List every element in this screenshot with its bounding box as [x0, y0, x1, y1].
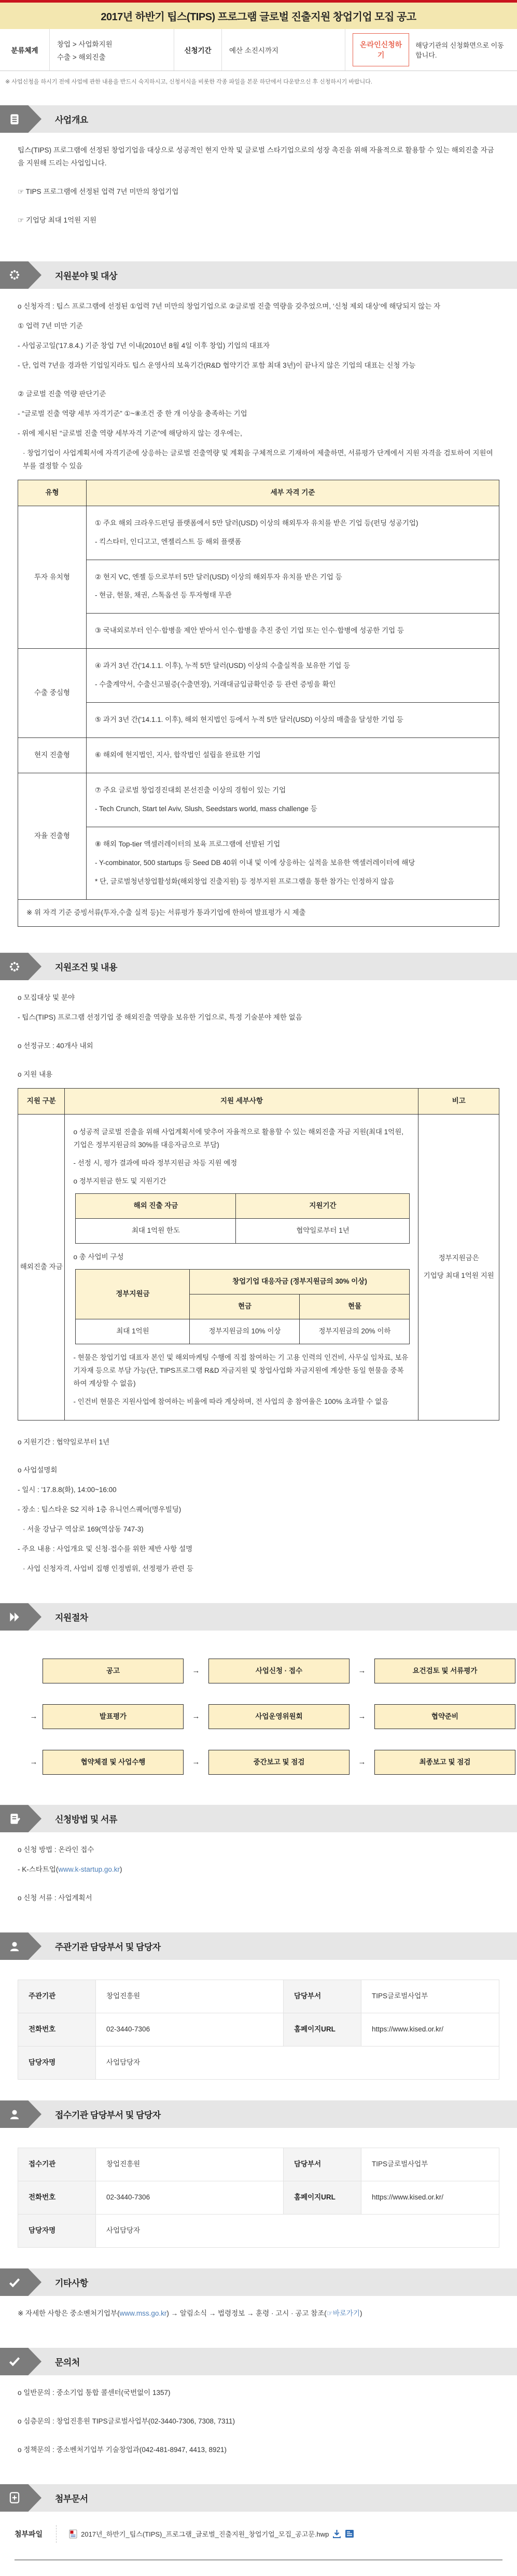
attachment-row [0, 2512, 517, 2548]
etc-note [18, 2307, 499, 2320]
field-value: TIPS글로벌사업부 [361, 2148, 499, 2181]
attachment-file-link[interactable]: 2017년_하반기_팁스(TIPS)_프로그램_글로벌_진출지원_창업기업_모집_공고문.hwp [81, 2530, 329, 2539]
field-label: 담당자명 [18, 2215, 96, 2248]
double-chevron-icon [8, 1610, 21, 1624]
preview-icon [345, 2529, 354, 2538]
person-icon [8, 2108, 21, 2121]
flow-step: 사업운영위원회 [208, 1704, 350, 1729]
table-cell: 협약일로부터 1년 [236, 1218, 410, 1243]
target-line: o 신청자격 : 팁스 프로그램에 선정된 ①업력 7년 미만의 창업기업으로 ②글로벌 진출 역량을 갖추었으며, ‘신청 제외 대상’에 해당되지 않는 자 [18, 302, 441, 310]
conditions-line: - 주요 내용 : 사업개요 및 신청·접수를 위한 제반 사항 설명 [18, 1545, 193, 1553]
qual-criteria: ⑧ 해외 Top-tier 액셀러레이터의 보육 프로그램에 선발된 기업 - Y-combinator, 500 startups 등 Seed DB 40위 이내 및 이에 상응하는 실적을 보유한 액셀러레이터에 해당 * 단, 글로벌청년창업활성화(해외창업 진출지원) 등 정부지원 프로그램을 통한 참가는 인정하지 않음 [87, 827, 499, 900]
apply-method: o 신청 방법 : 온라인 접수 [18, 1846, 94, 1854]
table-row [18, 2013, 499, 2046]
qual-footnote: ※ 위 자격 기준 증빙서류(투자,수출 실적 등)는 서류평가 통과기업에 한하여 발표평가 시 제출 [18, 900, 499, 927]
section-title: 지원분야 및 대상 [55, 271, 117, 281]
field-label: 홈페이지URL [284, 2181, 361, 2215]
overview-bullet: ☞ TIPS 프로그램에 선정된 업력 7년 미만의 창업기업 [18, 187, 179, 196]
flow-step: 공고 [43, 1659, 184, 1683]
field-value: 02-3440-7306 [96, 2013, 284, 2046]
category-label: 분류체계 [11, 47, 38, 54]
section-chevron [0, 953, 41, 980]
column-header: 지원 세부사항 [65, 1088, 418, 1114]
apply-note: 해당기관의 신청화면으로 이동합니다. [415, 41, 504, 59]
table-row [18, 2215, 499, 2248]
section-procedure-header [0, 1603, 517, 1631]
section-title: 신청방법 및 서류 [55, 1815, 117, 1825]
column-header: 유형 [18, 480, 87, 506]
field-label: 담당부서 [284, 1980, 361, 2013]
flow-step: 요건검토 및 서류평가 [374, 1659, 515, 1683]
flow-step: 협약준비 [374, 1704, 515, 1729]
conditions-line: o 선정규모 : 40개사 내외 [18, 1042, 93, 1050]
qual-criteria: ③ 국내외로부터 인수·합병을 제안 받아서 인수·합병을 추진 중인 기업 또는 인수·합병에 성공한 기업 등 [87, 614, 499, 649]
table-row [18, 1114, 499, 1420]
field-label: 전화번호 [18, 2013, 96, 2046]
field-value: 사업담당자 [96, 2215, 499, 2248]
field-value: 창업진흥원 [96, 1980, 284, 2013]
section-overview-header [0, 105, 517, 133]
contact-line: o 일반문의 : 중소기업 통합 콜센터(국번없이 1357) [18, 2388, 171, 2397]
field-value: 사업담당자 [96, 2046, 499, 2080]
section-chevron [0, 1932, 41, 1960]
conditions-line: o 지원기간 : 협약일로부터 1년 [18, 1438, 110, 1446]
contact-body [0, 2375, 517, 2467]
target-line: ① 업력 7년 미만 기준 [18, 322, 83, 330]
field-label: 담당자명 [18, 2046, 96, 2080]
fund-limit-table [75, 1193, 410, 1244]
field-label: 주관기관 [18, 1980, 96, 2013]
flow-step: 협약체결 및 사업수행 [43, 1750, 184, 1775]
qual-type: 수출 중심형 [18, 649, 87, 738]
section-chevron [0, 261, 41, 289]
overview-intro: 팁스(TIPS) 프로그램에 선정된 창업기업을 대상으로 성공적인 현지 안착 및 글로벌 스타기업으로의 성장 촉진을 위해 자율적으로 활용할 수 있는 해외진출 자금을 지원해 드리는 사업입니다. [18, 146, 494, 167]
table-row [18, 560, 499, 614]
person-icon [8, 1940, 21, 1953]
bottom-divider [15, 2559, 502, 2560]
flow-arrow: → [358, 1666, 366, 1676]
conditions-line: o 지원 내용 [18, 1070, 53, 1078]
table-cell: 최대 1억원 [76, 1319, 190, 1344]
section-contact-header [0, 2348, 517, 2375]
period-value: 예산 소진시까지 [221, 29, 345, 71]
category-values [49, 29, 174, 71]
table-row [18, 2148, 499, 2181]
support-category: 해외진출 자금 [18, 1114, 65, 1420]
qual-criteria: ⑤ 과거 3년 간('14.1.1. 이후), 해외 현지법인 등에서 누적 5만 달러(USD) 이상의 매출을 달성한 기업 등 [87, 703, 499, 738]
section-title: 접수기관 담당부서 및 담당자 [55, 2110, 161, 2121]
table-cell: 정부지원금의 20% 이하 [300, 1319, 410, 1344]
target-line: - “글로벌 진출 역량 세부 자격기준” ①~⑧조건 중 한 개 이상을 충족하는 기업 [18, 409, 247, 417]
section-title: 주관기관 담당부서 및 담당자 [55, 1942, 161, 1953]
table-row [18, 614, 499, 649]
field-label: 홈페이지URL [284, 2013, 361, 2046]
etc-body [0, 2296, 517, 2330]
conditions-line: · 사업 신청자격, 사업비 집행 인정범위, 선정평가 관련 등 [23, 1565, 193, 1573]
check-icon [8, 2355, 21, 2368]
section-chevron [0, 2484, 41, 2512]
budget-composition-table [75, 1269, 410, 1344]
table-row [18, 900, 499, 927]
flow-step: 발표평가 [43, 1704, 184, 1729]
qual-criteria: ① 주요 해외 크라우드펀딩 플랫폼에서 5만 달러(USD) 이상의 해외투자 유치를 받은 기업 등(펀딩 성공기업) - 킥스타터, 인디고고, 엔젤리스트 등 해외 플랫폼 [87, 506, 499, 560]
conditions-line: - 장소 : 팁스타운 S2 지하 1층 유니언스퀘어(명우빌딩) [18, 1506, 181, 1514]
section-apply-header [0, 1805, 517, 1832]
section-title: 사업개요 [55, 115, 88, 125]
etc-suffix: ) [360, 2309, 362, 2317]
flow-arrow: → [192, 1758, 200, 1767]
shortcut-link[interactable]: ☞바로가기 [326, 2309, 360, 2317]
target-line: · 창업기업이 사업계획서에 자격기준에 상응하는 글로벌 진출역량 및 계획을 구체적으로 기재하여 제출하면, 서류평가 단계에서 지원 자격을 검토하여 지원여부를 결정할 수 있음 [23, 449, 493, 470]
category-line-2: 수출 > 해외진출 [57, 53, 106, 61]
section-chevron [0, 2100, 41, 2128]
info-bar [0, 29, 517, 71]
section-title: 첨부문서 [55, 2494, 88, 2504]
table-row [18, 2046, 499, 2080]
plus-icon [8, 2491, 21, 2504]
download-button[interactable] [332, 2529, 341, 2538]
field-value: TIPS글로벌사업부 [361, 1980, 499, 2013]
dots-circle-icon [8, 268, 21, 282]
conditions-line: - 팁스(TIPS) 프로그램 선정기업 중 해외진출 역량을 보유한 기업으로, 특정 기술분야 제한 없음 [18, 1013, 302, 1022]
document-icon [8, 113, 21, 126]
reception-body [0, 2128, 517, 2251]
apply-portal-prefix: - K-스타트업( [18, 1865, 59, 1874]
attachment-file [69, 2529, 354, 2539]
column-header: 정부지원금 [76, 1269, 190, 1319]
table-row [18, 506, 499, 560]
divider [56, 2525, 57, 2543]
section-host-header [0, 1932, 517, 1960]
column-header: 창업기업 대응자금 (정부지원금의 30% 이상) [190, 1269, 410, 1294]
table-cell: 최대 1억원 한도 [76, 1218, 236, 1243]
target-line: - 위에 제시된 “글로벌 진출 역량 세부자격 기준”에 해당하지 않는 경우에는, [18, 429, 242, 437]
contact-line: o 정책문의 : 중소벤처기업부 기술창업과(042-481-8947, 4413, 8921) [18, 2445, 227, 2454]
pre-notice: ※ 사업신청을 하시기 전에 사업에 관한 내용을 반드시 숙지하시고, 신청서식을 비롯한 각종 파일을 본문 하단에서 다운받으신 후 신청하시기 바랍니다. [5, 79, 372, 85]
target-line: - 단, 업력 7년을 경과한 기업일지라도 팁스 운영사의 보육기간(R&D 협약기간 포함 최대 3년)이 끝나지 않은 기업의 대표는 신청 가능 [18, 361, 416, 369]
support-table [18, 1088, 499, 1421]
column-header: 비고 [418, 1088, 499, 1114]
online-apply-button[interactable]: 온라인신청하기 [353, 33, 409, 66]
field-label: 담당부서 [284, 2148, 361, 2181]
target-body [0, 289, 517, 935]
procedure-flow [25, 1659, 499, 1775]
field-value: https://www.kised.or.kr/ [361, 2181, 499, 2215]
qual-criteria: ⑥ 해외에 현지법인, 지사, 합작법인 설립을 완료한 기업 [87, 738, 499, 773]
hwp-file-icon [69, 2529, 77, 2539]
table-row [18, 773, 499, 827]
conditions-line: · 서울 강남구 역삼로 169(역삼동 747-3) [23, 1525, 144, 1534]
qualification-table [18, 480, 499, 927]
section-chevron [0, 1603, 41, 1631]
apply-portal-suffix: ) [119, 1865, 122, 1874]
target-line: - 사업공고일('17.8.4.) 기준 창업 7년 이내(2010년 8월 4일 이후 창업) 기업의 대표자 [18, 341, 270, 350]
section-conditions-header [0, 953, 517, 980]
section-title: 지원조건 및 내용 [55, 963, 117, 973]
page-title: 2017년 하반기 팁스(TIPS) 프로그램 글로벌 진출지원 창업기업 모집 공고 [101, 11, 416, 23]
host-body [0, 1960, 517, 2083]
flow-step: 최종보고 및 점검 [374, 1750, 515, 1775]
section-chevron [0, 1805, 41, 1832]
etc-middle: ) → 알림소식 → 법령정보 → 훈령 · 고시 · 공고 참조( [166, 2309, 327, 2317]
check-icon [8, 2276, 21, 2289]
column-header: 세부 자격 기준 [87, 480, 499, 506]
dots-circle-icon [8, 960, 21, 973]
qual-criteria: ② 현지 VC, 엔젤 등으로부터 5만 달러(USD) 이상의 해외투자 유치를 받은 기업 등 - 현금, 현물, 채권, 스톡옵션 등 투자형태 무관 [87, 560, 499, 614]
support-details: o 성공적 글로벌 진출을 위해 사업계획서에 맞추어 자율적으로 활용할 수 있는 해외진출 자금 지원(최대 1억원, 기업은 정부지원금의 30%를 대응자금으로 부담) - 선정 시, 평가 결과에 따라 정부지원금 차등 지원 예정 o 정부지원금 한도 및 지원기간 해외 진출 자금 지원기간 최대 1억원 한도 협약일로부터 1년 o 총 사업비 구성 정부지원금 창업기업 대응자금 (정부지원금의 30% 이상) 현금 현물 최대 1억원 정부지원금의 10% 이상 정부지원금의 20% 이하 - 현물은 창업기업 대표자 본인 및 해외마케팅 수행에 직접 참여하는 기 고용 인력의 인건비, 사무실 임차료, 보유 기자재 등으로 부담 가능(단, TIPS프로그램 R&D 자금지원 및 창업사업화 자금지원에 계상한 동일 현물을 중복하여 계상할 수 없음) - 인건비 현물은 지원사업에 참여하는 비율에 따라 계상하며, 전 사업의 총 참여율은 100% 초과할 수 없음 [65, 1114, 418, 1420]
apply-body [0, 1832, 517, 1915]
attachment-label: 첨부파일 [15, 2529, 43, 2538]
field-label: 전화번호 [18, 2181, 96, 2215]
reception-table [18, 2148, 499, 2248]
document-pencil-icon [8, 1812, 21, 1826]
section-attachment-header [0, 2484, 517, 2512]
download-icon [332, 2529, 341, 2538]
flow-arrow: → [358, 1758, 366, 1767]
section-title: 기타사항 [55, 2278, 88, 2288]
target-line: ② 글로벌 진출 역량 판단기준 [18, 389, 106, 398]
mss-link[interactable]: www.mss.go.kr [119, 2309, 167, 2317]
qual-criteria: ⑦ 주요 글로벌 창업경진대회 본선진출 이상의 경험이 있는 기업 - Tech Crunch, Start tel Aviv, Slush, Seedstars world, mass challenge 등 [87, 773, 499, 827]
section-target-header [0, 261, 517, 289]
table-row [18, 1980, 499, 2013]
conditions-line: o 사업설명회 [18, 1466, 58, 1474]
qual-type: 투자 유치형 [18, 506, 87, 649]
k-startup-link[interactable]: www.k-startup.go.kr [58, 1865, 120, 1874]
section-etc-header [0, 2268, 517, 2296]
host-table [18, 1980, 499, 2080]
column-header: 현물 [300, 1294, 410, 1319]
flow-step: 사업신청 · 접수 [208, 1659, 350, 1683]
overview-body [0, 133, 517, 244]
field-value: 창업진흥원 [96, 2148, 284, 2181]
section-title: 문의처 [55, 2357, 80, 2368]
contact-line: o 심층문의 : 창업진흥원 TIPS글로벌사업부(02-3440-7306, 7308, 7311) [18, 2417, 235, 2425]
field-value: https://www.kised.or.kr/ [361, 2013, 499, 2046]
section-title: 지원절차 [55, 1613, 88, 1623]
apply-docs: o 신청 서류 : 사업계획서 [18, 1894, 92, 1902]
field-label: 접수기관 [18, 2148, 96, 2181]
section-reception-header [0, 2100, 517, 2128]
period-label: 신청기간 [174, 29, 221, 71]
table-row [18, 827, 499, 900]
section-chevron [0, 2268, 41, 2296]
category-line-1: 창업 > 사업화지원 [57, 40, 113, 48]
table-cell: 정부지원금의 10% 이상 [190, 1319, 300, 1344]
flow-arrow: → [192, 1712, 200, 1721]
conditions-line: o 모집대상 및 분야 [18, 994, 75, 1002]
flow-arrow: → [30, 1712, 38, 1721]
qual-type: 현지 진출형 [18, 738, 87, 773]
etc-prefix: ※ 자세한 사항은 중소벤처기업부( [18, 2309, 120, 2317]
procedure-body [0, 1631, 517, 1787]
conditions-line: - 일시 : '17.8.8(화), 14:00~16:00 [18, 1486, 117, 1494]
conditions-body [0, 980, 517, 1585]
table-row [18, 738, 499, 773]
apply-portal [18, 1863, 499, 1876]
table-row [18, 703, 499, 738]
column-header: 현금 [190, 1294, 300, 1319]
apply-area [345, 29, 517, 71]
flow-step: 중간보고 및 점검 [208, 1750, 350, 1775]
support-remark: 정부지원금은 기업당 최대 1억원 지원 [418, 1114, 499, 1420]
flow-arrow: → [358, 1712, 366, 1721]
section-chevron [0, 2348, 41, 2375]
column-header: 지원 구분 [18, 1088, 65, 1114]
qual-type: 자율 진출형 [18, 773, 87, 900]
table-row [18, 2181, 499, 2215]
table-row [18, 649, 499, 703]
preview-button[interactable] [345, 2529, 354, 2538]
section-chevron [0, 105, 41, 133]
column-header: 해외 진출 자금 [76, 1193, 236, 1218]
field-value: 02-3440-7306 [96, 2181, 284, 2215]
flow-arrow: → [30, 1758, 38, 1767]
overview-bullet: ☞ 기업당 최대 1억원 지원 [18, 216, 96, 224]
column-header: 지원기간 [236, 1193, 410, 1218]
qual-criteria: ④ 과거 3년 간('14.1.1. 이후), 누적 5만 달러(USD) 이상의 수출실적을 보유한 기업 등 - 수출계약서, 수출신고필증(수출면장), 거래대금입금확인증 등 관련 증빙을 확인 [87, 649, 499, 703]
flow-arrow: → [192, 1666, 200, 1676]
title-band [0, 3, 517, 29]
